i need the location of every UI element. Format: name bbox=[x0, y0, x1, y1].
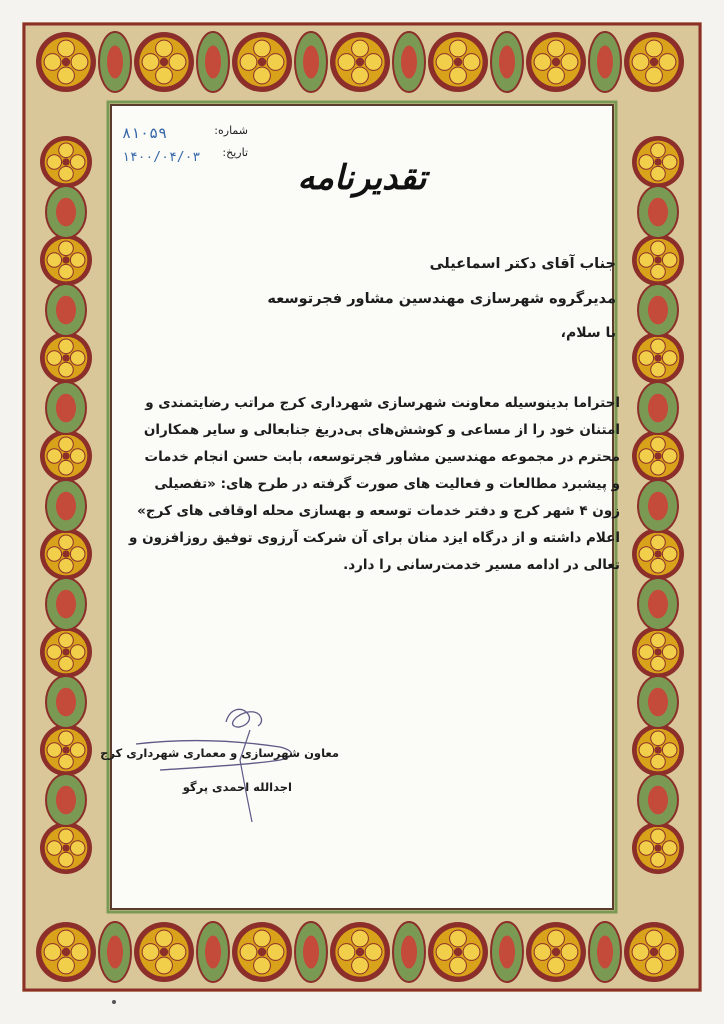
leaf-ornament bbox=[46, 578, 86, 630]
floral-medallion bbox=[330, 922, 390, 982]
leaf-ornament bbox=[197, 922, 229, 982]
leaf-ornament bbox=[393, 32, 425, 92]
floral-medallion bbox=[232, 922, 292, 982]
floral-medallion bbox=[428, 922, 488, 982]
floral-medallion bbox=[632, 528, 684, 580]
leaf-ornament bbox=[589, 922, 621, 982]
body-line: تعالی در ادامه مسیر خدمت‌رسانی را دارد. bbox=[343, 557, 620, 573]
leaf-ornament bbox=[46, 676, 86, 728]
recipient-name: جناب آقای دکتر اسماعیلی bbox=[429, 256, 616, 272]
floral-medallion bbox=[40, 234, 92, 286]
leaf-ornament bbox=[638, 578, 678, 630]
floral-medallion bbox=[40, 430, 92, 482]
leaf-ornament bbox=[99, 32, 131, 92]
floral-medallion bbox=[134, 922, 194, 982]
leaf-ornament bbox=[46, 774, 86, 826]
body-line: احتراما بدینوسیله معاونت شهرسازی شهرداری کرج مراتب رضایتمندی و bbox=[145, 395, 620, 411]
floral-medallion bbox=[40, 822, 92, 874]
recipient-title: مدیرگروه شهرسازی مهندسین مشاور فجرتوسعه bbox=[267, 291, 616, 307]
floral-medallion bbox=[632, 430, 684, 482]
floral-medallion bbox=[632, 234, 684, 286]
leaf-ornament bbox=[197, 32, 229, 92]
body-line: امتنان خود را از مساعی و کوشش‌های بی‌دریغ جنابعالی و سایر همکاران bbox=[143, 422, 620, 438]
leaf-ornament bbox=[99, 922, 131, 982]
floral-medallion bbox=[40, 626, 92, 678]
leaf-ornament bbox=[638, 676, 678, 728]
body-line: زون ۴ شهر کرج و دفتر خدمات توسعه و بهسازی محله اوقافی های کرج» bbox=[137, 503, 620, 519]
floral-medallion bbox=[36, 922, 96, 982]
signatory-position: معاون شهرسازی و معماری شهرداری کرج bbox=[100, 746, 339, 760]
floral-medallion bbox=[526, 32, 586, 92]
number-handwritten: ۸۱۰۵۹ bbox=[122, 124, 168, 142]
floral-medallion bbox=[428, 32, 488, 92]
floral-medallion bbox=[632, 332, 684, 384]
body-text bbox=[120, 390, 620, 579]
date-label: تاریخ: bbox=[222, 146, 248, 159]
floral-medallion bbox=[632, 822, 684, 874]
leaf-ornament bbox=[638, 382, 678, 434]
leaf-ornament bbox=[638, 480, 678, 532]
body-line: و پیشبرد مطالعات و فعالیت های صورت گرفته در طرح های: «تفصیلی bbox=[154, 476, 620, 492]
floral-medallion bbox=[40, 332, 92, 384]
floral-medallion bbox=[624, 32, 684, 92]
leaf-ornament bbox=[46, 284, 86, 336]
floral-medallion bbox=[40, 528, 92, 580]
signatory-name: اجدالله احمدی پرگو bbox=[182, 780, 292, 794]
floral-medallion bbox=[624, 922, 684, 982]
signature-scribble bbox=[130, 700, 320, 830]
leaf-ornament bbox=[589, 32, 621, 92]
date-handwritten: ۱۴۰۰/۰۴/۰۳ bbox=[122, 150, 201, 165]
floral-medallion bbox=[232, 32, 292, 92]
floral-medallion bbox=[330, 32, 390, 92]
small-dot bbox=[112, 1000, 116, 1004]
floral-medallion bbox=[526, 922, 586, 982]
leaf-ornament bbox=[491, 922, 523, 982]
body-line: اعلام داشته و از درگاه ایزد منان برای آن شرکت آرزوی توفیق روزافزون و bbox=[128, 530, 620, 546]
floral-medallion bbox=[632, 724, 684, 776]
number-label: شماره: bbox=[214, 124, 248, 137]
leaf-ornament bbox=[295, 922, 327, 982]
greeting: با سلام، bbox=[560, 325, 616, 341]
floral-medallion bbox=[134, 32, 194, 92]
leaf-ornament bbox=[46, 480, 86, 532]
floral-medallion bbox=[36, 32, 96, 92]
leaf-ornament bbox=[638, 774, 678, 826]
body-line: محترم در مجموعه مهندسین مشاور فجرتوسعه، بابت حسن انجام خدمات bbox=[144, 449, 620, 465]
leaf-ornament bbox=[638, 284, 678, 336]
certificate-title: تقدیرنامه bbox=[297, 158, 427, 198]
floral-medallion bbox=[632, 626, 684, 678]
leaf-ornament bbox=[393, 922, 425, 982]
leaf-ornament bbox=[491, 32, 523, 92]
floral-medallion bbox=[40, 724, 92, 776]
leaf-ornament bbox=[295, 32, 327, 92]
leaf-ornament bbox=[46, 382, 86, 434]
